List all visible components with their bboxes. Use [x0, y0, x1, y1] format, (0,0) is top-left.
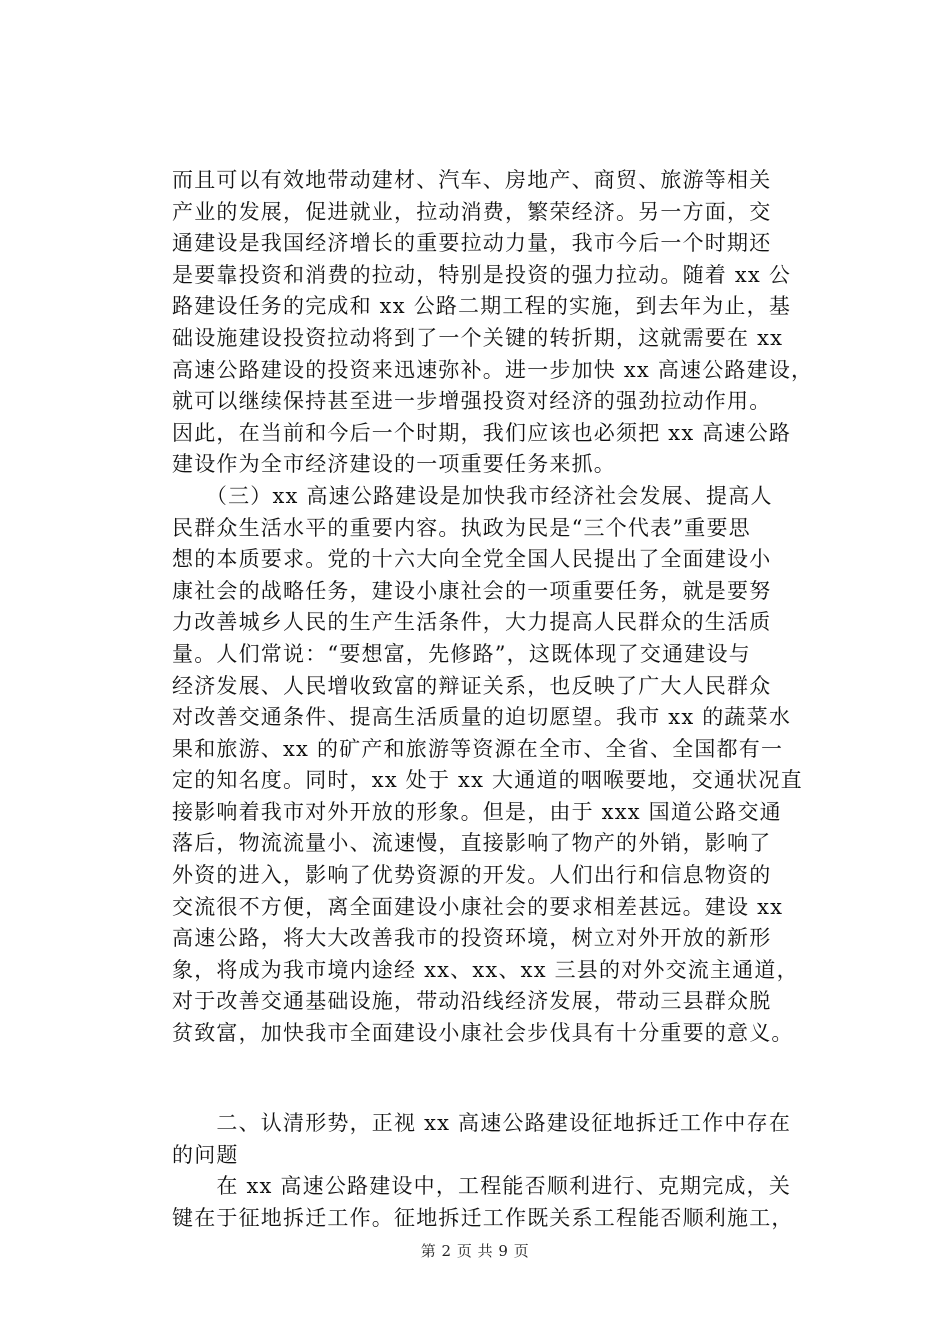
text-line: 础设施建设投资拉动将到了一个关键的转折期，这就需要在 xx [172, 325, 784, 350]
text-line: 而且可以有效地带动建材、汽车、房地产、商贸、旅游等相关 [172, 168, 772, 192]
text-line: 想的本质要求。党的十六大向全党全国人民提出了全面建设小 [172, 547, 772, 572]
text-line: 量。人们常说：“要想富，先修路”，这既体现了交通建设与 [172, 641, 751, 666]
text-line: 高速公路建设的投资来迅速弥补。进一步加快 xx 高速公路建设， [172, 357, 814, 382]
text-line: 贫致富，加快我市全面建设小康社会步伐具有十分重要的意义。 [172, 1021, 794, 1046]
text-line: 力改善城乡人民的生产生活条件，大力提高人民群众的生活质 [172, 610, 772, 635]
body-text-top [172, 165, 862, 1050]
text-line: 在 xx 高速公路建设中，工程能否顺利进行、克期完成，关 [172, 1174, 792, 1199]
text-line: 键在于征地拆迁工作。征地拆迁工作既关系工程能否顺利施工， [172, 1205, 794, 1230]
text-line: 产业的发展，促进就业，拉动消费，繁荣经济。另一方面，交 [172, 199, 772, 224]
text-line: 定的知名度。同时，xx 处于 xx 大通道的咽喉要地，交通状况直 [172, 768, 803, 793]
text-line: 通建设是我国经济增长的重要拉动力量，我市今后一个时期还 [172, 231, 772, 256]
text-line: 落后，物流流量小、流速慢，直接影响了物产的外销，影响了 [172, 831, 772, 856]
text-line: 的问题 [172, 1142, 239, 1167]
text-line: 接影响着我市对外开放的形象。但是，由于 xxx 国道公路交通 [172, 799, 782, 824]
text-line: 交流很不方便，离全面建设小康社会的要求相差甚远。建设 xx [172, 894, 784, 919]
text-line: 路建设任务的完成和 xx 公路二期工程的实施，到去年为止，基 [172, 294, 792, 319]
text-line: 果和旅游、xx 的矿产和旅游等资源在全市、全省、全国都有一 [172, 736, 784, 761]
text-line: 因此，在当前和今后一个时期，我们应该也必须把 xx 高速公路 [172, 420, 792, 445]
text-line: （三）xx 高速公路建设是加快我市经济社会发展、提高人 [172, 483, 773, 508]
page-footer: 第 2 页 共 9 页 [420, 1242, 530, 1260]
text-line: 象，将成为我市境内途经 xx、xx、xx 三县的对外交流主通道， [172, 957, 799, 982]
text-line: 是要靠投资和消费的拉动，特别是投资的强力拉动。随着 xx 公 [172, 262, 792, 287]
text-line: 康社会的战略任务，建设小康社会的一项重要任务，就是要努 [172, 578, 772, 603]
text-line: 建设作为全市经济建设的一项重要任务来抓。 [172, 452, 616, 477]
text-line: 民群众生活水平的重要内容。执政为民是“三个代表”重要思 [172, 515, 751, 540]
text-line: 经济发展、人民增收致富的辩证关系，也反映了广大人民群众 [172, 673, 772, 698]
text-line: 外资的进入，影响了优势资源的开发。人们出行和信息物资的 [172, 863, 772, 888]
text-line: 对改善交通条件、提高生活质量的迫切愿望。我市 xx 的蔬菜水 [172, 705, 792, 730]
text-line: 对于改善交通基础设施，带动沿线经济发展，带动三县群众脱 [172, 989, 772, 1014]
text-line: 就可以继续保持甚至进一步增强投资对经济的强劲拉动作用。 [172, 389, 772, 414]
text-line: 高速公路，将大大改善我市的投资环境，树立对外开放的新形 [172, 926, 772, 951]
text-line: 二、认清形势，正视 xx 高速公路建设征地拆迁工作中存在 [172, 1111, 792, 1135]
body-text-bottom [172, 1108, 862, 1234]
